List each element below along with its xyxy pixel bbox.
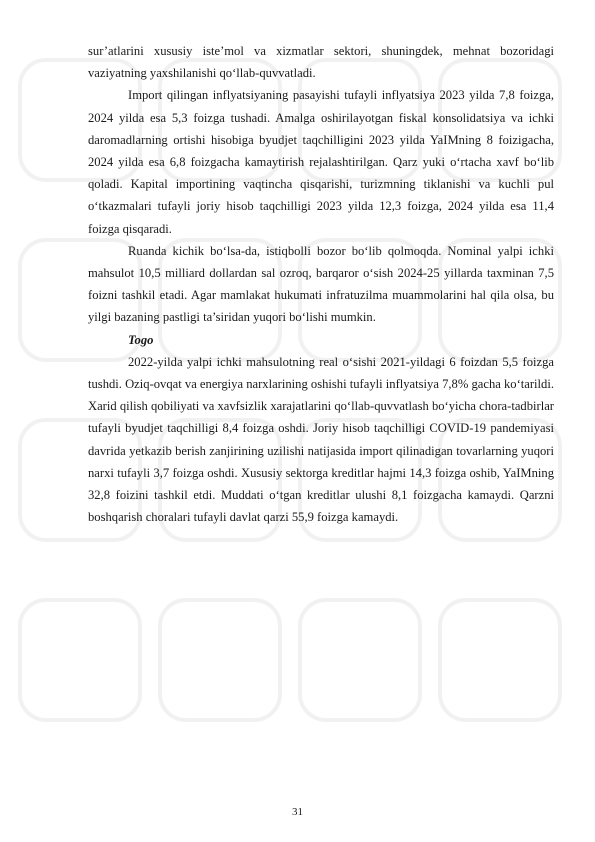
paragraph-continuation: sur’atlarini xususiy iste’mol va xizmatlar sektori, shuningdek, mehnat bozoridagi vaziyatning yaxshilanishi qo‘llab-quvvatladi. bbox=[88, 44, 554, 81]
document-body bbox=[88, 40, 554, 528]
page-number: 31 bbox=[292, 806, 303, 818]
paragraph-togo: 2022-yilda yalpi ichki mahsulotning real o‘sishi 2021-yildagi 6 foizdan 5,5 foizga tushdi. Oziq-ovqat va energiya narxlarining oshishi tufayli inflyatsiya 7,8% gacha ko‘tarildi. Xarid qilish qobiliyati va xavfsizlik xarajatlarini qo‘llab-quvvatlash bo‘yicha chora-tadbirlar tufayli byudjet taqchilligi 8,4 foizga oshdi. Joriy hisob taqchilligi COVID-19 pandemiyasi davrida yetkazib berish zanjirining uzilishi natijasida import qilinadigan tovarlarning yuqori narxi tufayli 3,7 foizga oshdi. Xususiy sektorga kreditlar hajmi 14,3 foizga oshib, YaIMning 32,8 foizini tashkil etdi. Muddati o‘tgan kreditlar ulushi 8,1 foizgacha kamaydi. Qarzni boshqarish choralari tufayli davlat qarzi 55,9 foizga kamaydi. bbox=[88, 354, 554, 525]
section-heading-togo: Togo bbox=[128, 332, 154, 347]
paragraph-rwanda: Ruanda kichik bo‘lsa-da, istiqbolli bozor bo‘lib qolmoqda. Nominal yalpi ichki mahsulot 10,5 milliard dollardan sal ozroq, barqaror o‘sish 2024-25 yillarda taxminan 7,5 foizni tashkil etadi. Agar mamlakat hukumati infratuzilma muammolarini hal qila olsa, bu yilgi bazaning pastligi ta’siridan yuqori bo‘lishi mumkin. bbox=[88, 243, 554, 325]
paragraph-inflation-outlook: Import qilingan inflyatsiyaning pasayishi tufayli inflyatsiya 2023 yilda 7,8 foizga, 2024 yilda esa 5,3 foizga tushadi. Amalga oshirilayotgan fiskal konsolidatsiya va ichki daromadlarning ortishi hisobiga byudjet taqchilligini 2023 yilda YaIMning 8 foizigacha, 2024 yilda esa 6,8 foizgacha kamaytirish rejalashtirilgan. Qarz yuki o‘rtacha xavf bo‘lib qoladi. Kapital importining vaqtincha qisqarishi, turizmning tiklanishi va kuchli pul o‘tkazmalari tufayli joriy hisob taqchilligi 2023 yilda 12,3 foizga, 2024 yilda esa 11,4 foizga qisqaradi. bbox=[88, 88, 554, 236]
